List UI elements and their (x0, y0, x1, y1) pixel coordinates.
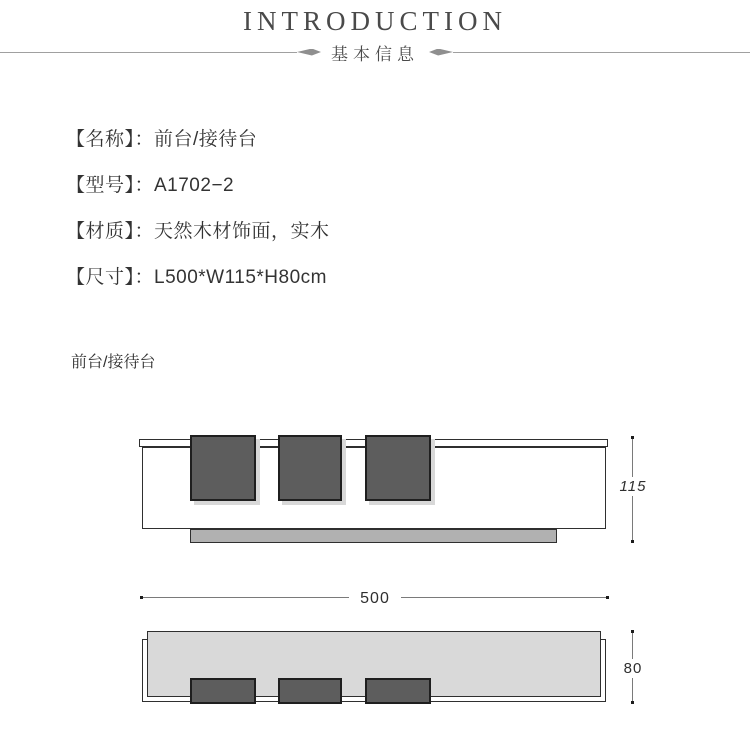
drawing-caption: 前台/接待台 (71, 354, 156, 371)
top-view-base-plinth (190, 529, 557, 543)
divider-line-left (0, 52, 297, 53)
dimension-label-depth: 115 (613, 477, 653, 496)
spec-line-model: 【型号】：A1702−2 (66, 175, 235, 196)
spec-line-material: 【材质】：天然木材饰面，实木 (66, 221, 330, 242)
dimension-label-height: 80 (615, 659, 651, 678)
front-view-foot-block-3 (365, 678, 431, 704)
page-title: INTRODUCTION (243, 6, 507, 36)
arrow-left-icon (429, 49, 453, 56)
top-view-module-block-2 (278, 435, 342, 501)
front-view-foot-block-1 (190, 678, 256, 704)
arrow-right-icon (297, 49, 321, 56)
top-view-module-block-3 (365, 435, 431, 501)
spec-line-name: 【名称】：前台/接待台 (66, 129, 258, 150)
top-view-module-block-1 (190, 435, 256, 501)
divider-line-right (453, 52, 750, 53)
spec-line-size: 【尺寸】：L500*W115*H80cm (66, 267, 327, 288)
section-subtitle: 基本信息 (331, 44, 419, 64)
product-spec-list (66, 130, 330, 314)
front-view-foot-block-2 (278, 678, 342, 704)
dimension-label-length: 500 (349, 589, 401, 609)
section-header (0, 44, 750, 64)
